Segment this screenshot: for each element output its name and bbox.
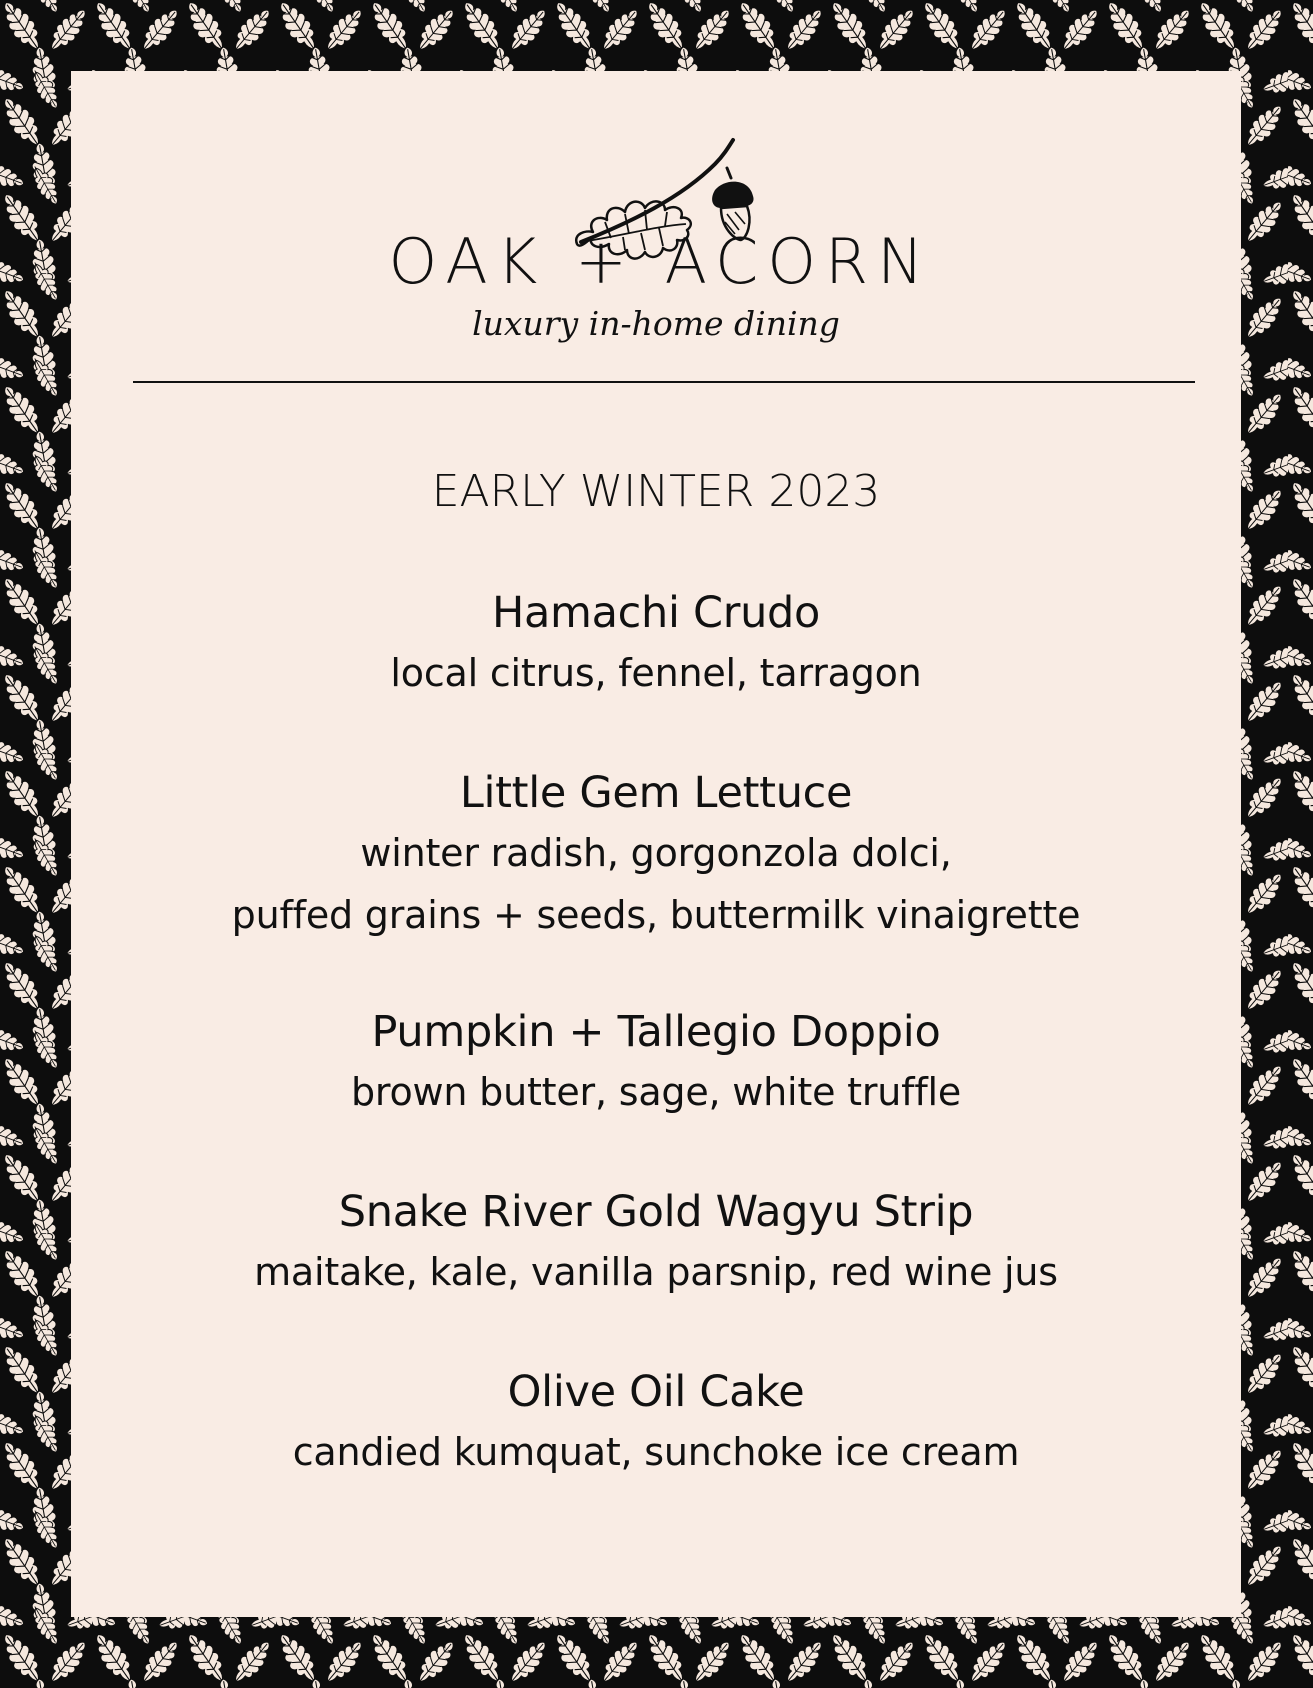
- course-item: [71, 1007, 1241, 1123]
- course-description: brown butter, sage, white truffle: [350, 1070, 962, 1114]
- course-item: [71, 1367, 1241, 1483]
- course-name: Little Gem Lettuce: [459, 768, 853, 818]
- course-name: Snake River Gold Wagyu Strip: [338, 1187, 974, 1237]
- course-name: Olive Oil Cake: [507, 1367, 805, 1417]
- course-name: Pumpkin + Tallegio Doppio: [371, 1007, 941, 1057]
- course-item: [71, 768, 1241, 946]
- course-item: [71, 588, 1241, 704]
- course-name: Hamachi Crudo: [491, 588, 821, 638]
- course-description: candied kumquat, sunchoke ice cream: [292, 1430, 1020, 1474]
- course-description: maitake, kale, vanilla parsnip, red wine jus: [254, 1250, 1058, 1294]
- course-description: winter radish, gorgonzola dolci,: [360, 831, 952, 875]
- menu-season-title: EARLY WINTER 2023: [431, 466, 881, 517]
- header-divider: [133, 381, 1195, 383]
- menu-card: [71, 71, 1241, 1617]
- brand-tagline: luxury in-home dining: [472, 304, 840, 343]
- brand-name: OAK + ACORN: [388, 225, 933, 298]
- course-description: local citrus, fennel, tarragon: [390, 651, 922, 695]
- course-description: puffed grains + seeds, buttermilk vinaigrette: [231, 893, 1081, 937]
- course-item: [71, 1187, 1241, 1303]
